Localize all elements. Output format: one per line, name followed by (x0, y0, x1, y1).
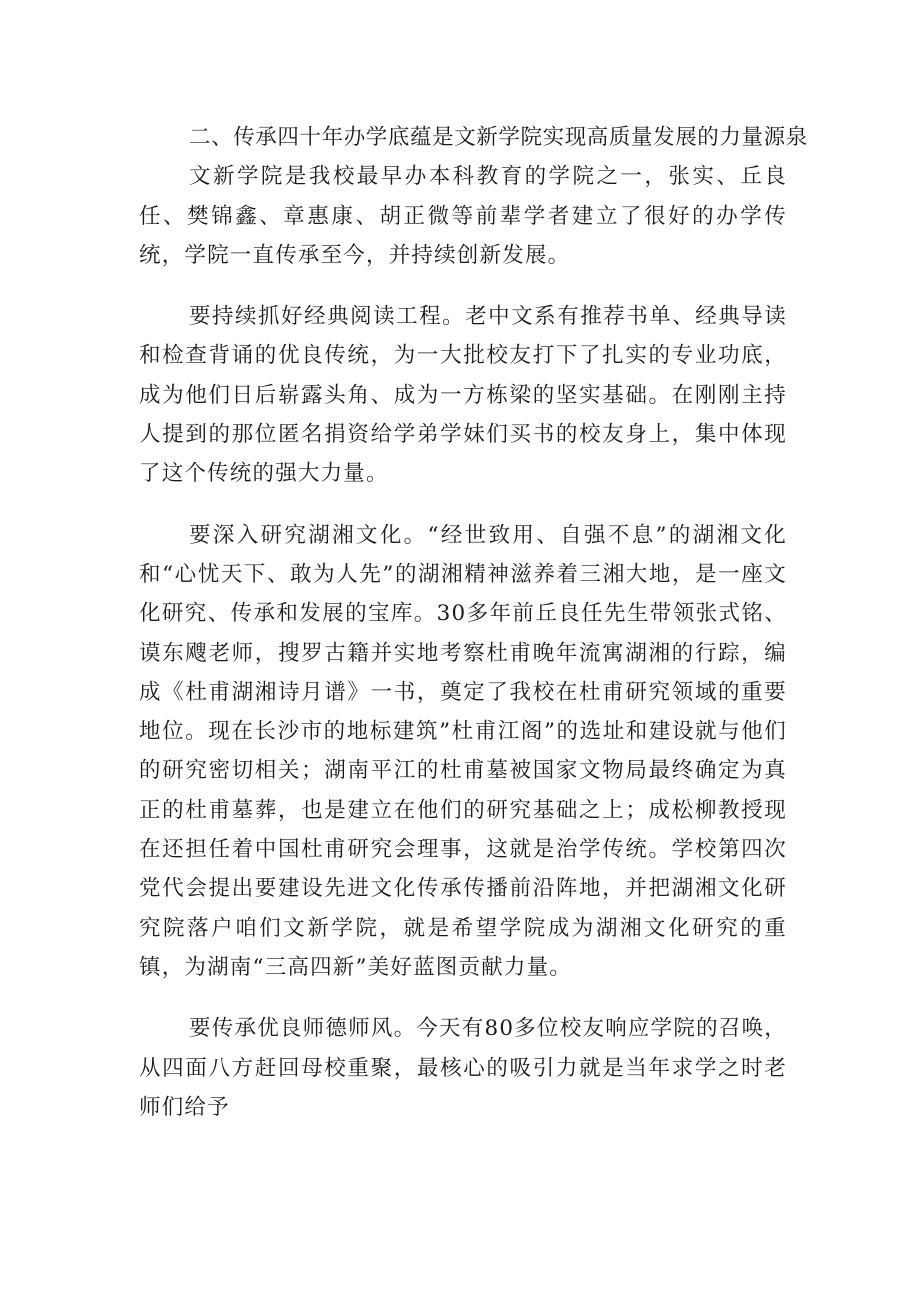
section-heading: 二、传承四十年办学底蕴是文新学院实现高质量发展的力量源泉 (189, 125, 808, 150)
document-body (139, 118, 808, 1149)
paragraph-huxiang-culture: 要深入研究湖湘文化。“经世致用、自强不息”的湖湘文化和“心忧天下、敢为人先”的湖湘精神滋养着三湘大地，是一座文化研究、传承和发展的宝库。30多年前丘良任先生带领张式铭、谟东飕老师，搜罗古籍并实地考察杜甫晚年流寓湖湘的行踪，编成《杜甫湖湘诗月谱》一书，奠定了我校在杜甫研究领域的重要地位。现在长沙市的地标建筑”杜甫江阁”的选址和建设就与他们的研究密切相关；湖南平江的杜甫墓被国家文物局最终确定为真正的杜甫墓葬，也是建立在他们的研究基础之上；成松柳教授现在还担任着中国杜甫研究会理事，这就是治学传统。学校第四次党代会提出要建设先进文化传承传播前沿阵地，并把湖湘文化研究院落户咱们文新学院，就是希望学院成为湖湘文化研究的重镇，为湖南“三高四新”美好蓝图贡献力量。 (139, 522, 787, 980)
paragraph-teacher-ethics: 要传承优良师德师风。今天有80多位校友响应学院的召唤，从四面八方赶回母校重聚，最核心的吸引力就是当年求学之时老师们给予 (139, 1016, 787, 1120)
paragraph-classic-reading: 要持续抓好经典阅读工程。老中文系有推荐书单、经典导读和检查背诵的优良传统，为一大批校友打下了扎实的专业功底，成为他们日后崭露头角、成为一方栋梁的坚实基础。在刚刚主持人提到的那位匿名捐资给学弟学妹们买书的校友身上，集中体现了这个传统的强大力量。 (139, 304, 787, 487)
paragraph-school-tradition: 文新学院是我校最早办本科教育的学院之一，张实、丘良任、樊锦鑫、章惠康、胡正微等前辈学者建立了很好的办学传统，学院一直传承至今，并持续创新发展。 (139, 164, 787, 268)
